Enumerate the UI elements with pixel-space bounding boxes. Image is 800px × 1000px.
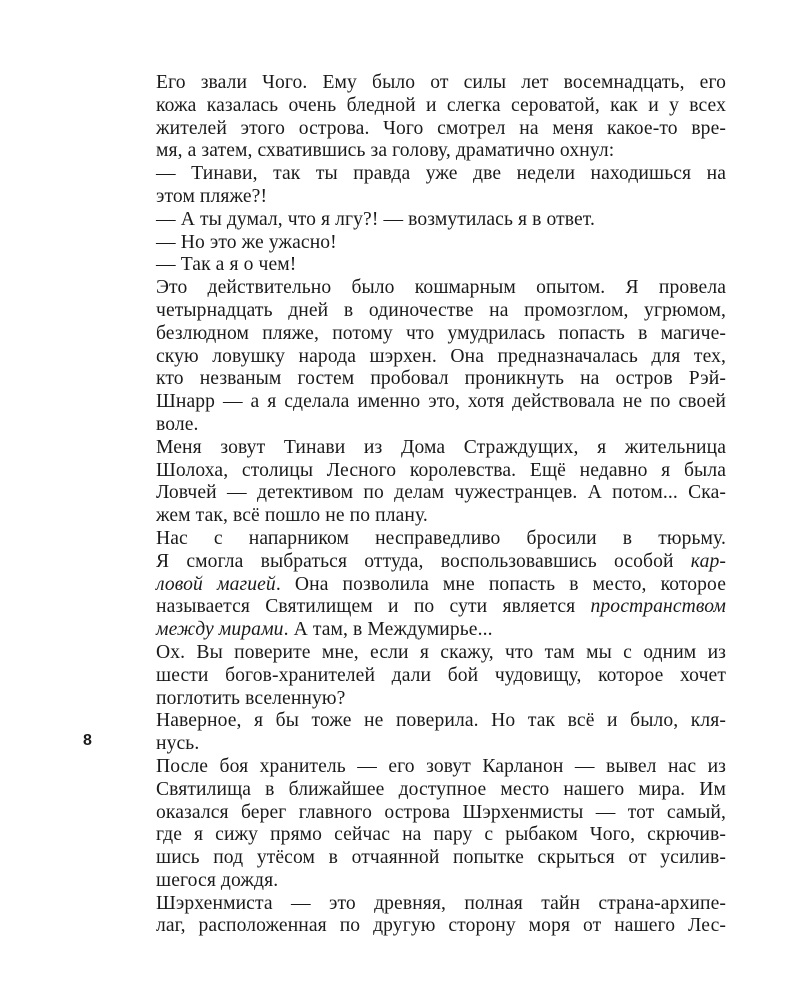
text-line [156,437,726,460]
text-line [156,232,726,255]
line-text: . А там, в Междумирье... [283,619,493,641]
line-text: — А ты думал, что я лгу?! — возмутилась я в ответ. [156,208,595,230]
italic-text: ловой магией [156,573,276,595]
line-text: воле. [156,413,199,435]
text-line [156,893,726,916]
line-text: шегося дождя. [156,869,279,891]
line-text: Шолоха, столицы Лесного королевства. Ещё недавно я была [156,459,726,481]
text-line [156,72,726,95]
text-line [156,733,726,756]
italic-text: пространством [590,596,726,618]
line-text: жителей этого острова. Чого смотрел на меня какое-то вре- [156,117,726,139]
line-text: называется Святилищем и по сути является [156,596,591,618]
line-text: нусь. [156,733,200,755]
line-text: — Но это же ужасно! [156,231,337,253]
line-text: Святилища в ближайшее доступное место нашего мира. Им [156,778,726,800]
text-line [156,688,726,711]
line-text: Наверное, я бы тоже не поверила. Но так всё и было, кля- [156,710,726,732]
text-line [156,528,726,551]
line-text: лаг, расположенная по другую сторону моря от нашего Лес- [156,915,726,937]
line-text: этом пляже?! [156,185,268,207]
text-line [156,414,726,437]
line-text: Ловчей — детективом по делам чужестранцев. А потом... Ска- [156,482,726,504]
text-line [156,277,726,300]
text-line [156,915,726,938]
text-line [156,756,726,779]
line-text: Нас с напарником несправедливо бросили в тюрьму. [156,527,726,549]
text-line [156,460,726,483]
page-number: 8 [83,732,92,749]
text-line [156,505,726,528]
line-text: Меня зовут Тинави из Дома Страждущих, я жительница [156,436,726,458]
text-line [156,665,726,688]
text-line [156,118,726,141]
line-text: безлюдном пляже, потому что умудрилась попасть в магиче- [156,322,726,344]
text-line [156,870,726,893]
line-text: оказался берег главного острова Шэрхенмисты — тот самый, [156,801,726,823]
line-text: Шнарр — а я сделала именно это, хотя действовала не по своей [156,391,726,413]
line-text: — Так а я о чем! [156,254,297,276]
text-line [156,710,726,733]
line-text: мя, а затем, схватившись за голову, драматично охнул: [156,140,615,162]
line-text: После боя хранитель — его зовут Карланон — вывел нас из [156,755,726,777]
line-text: поглотить вселенную? [156,687,346,709]
line-text: кто незваным гостем пробовал проникнуть на остров Рэй- [156,368,726,390]
text-line [156,254,726,277]
line-text: жем так, всё пошло не по плану. [156,505,428,527]
text-line [156,163,726,186]
text-line [156,847,726,870]
text-line [156,642,726,665]
italic-text: между мирами [156,619,284,641]
italic-text: кар- [690,550,726,572]
line-text: Это действительно было кошмарным опытом. Я провела [156,277,726,299]
line-text: Его звали Чого. Ему было от силы лет восемнадцать, его [156,72,726,93]
line-text: — Тинави, так ты правда уже две недели находишься на [156,163,726,185]
text-line [156,368,726,391]
line-text: шись под утёсом в отчаянной попытке скрыться от усилив- [156,847,726,869]
text-line [156,209,726,232]
line-text: четырнадцать дней в одиночестве на промозглом, угрюмом, [156,299,726,321]
body-text [156,72,726,938]
line-text: где я сижу прямо сейчас на пару с рыбаком Чого, скрючив- [156,824,726,846]
text-line [156,186,726,209]
line-text: Шэрхенмиста — это древняя, полная тайн страна-архипе- [156,892,726,914]
text-line [156,551,726,574]
text-line [156,391,726,414]
line-text: Ох. Вы поверите мне, если я скажу, что там мы с одним из [156,641,726,663]
line-text: кожа казалась очень бледной и слегка сероватой, как и у всех [156,94,726,116]
line-text: скую ловушку народа шэрхен. Она предназначалась для тех, [156,345,726,367]
text-line [156,596,726,619]
text-line [156,95,726,118]
text-line [156,619,726,642]
text-line [156,824,726,847]
line-text: шести богов-хранителей дали бой чудовищу, которое хочет [156,664,726,686]
text-line [156,779,726,802]
text-line [156,300,726,323]
text-line [156,802,726,825]
text-line [156,482,726,505]
text-line [156,346,726,369]
line-text: . Она позволила мне попасть в место, которое [275,573,726,595]
line-text: Я смогла выбраться оттуда, воспользовавшись особой [156,550,691,572]
text-line [156,323,726,346]
text-line [156,140,726,163]
text-line [156,574,726,597]
